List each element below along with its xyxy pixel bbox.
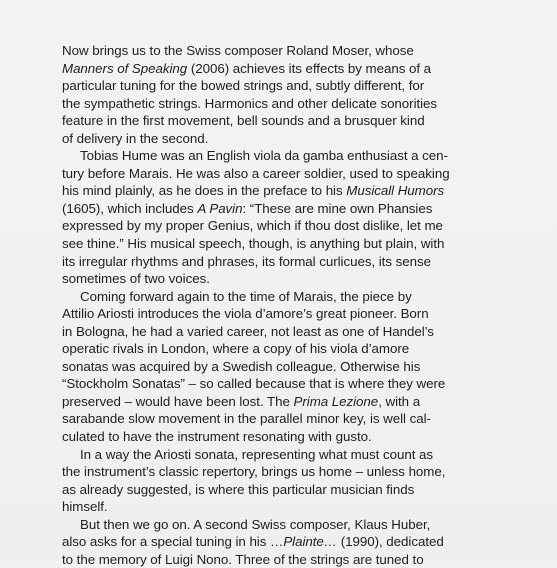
text-run: the sympathetic strings. Harmonics and other delicate sonorities: [62, 95, 438, 111]
text-run: But then we go on. A second Swiss composer, Klaus Huber,: [80, 516, 431, 532]
text-line: [62, 130, 507, 148]
text-line: [62, 182, 507, 200]
text-run: sometimes of two voices.: [62, 271, 210, 287]
text-line: [62, 288, 507, 306]
text-line: [62, 393, 507, 411]
text-line: [62, 463, 507, 481]
text-run: his mind plainly, as he does in the preface to his: [62, 183, 347, 199]
text-line: [62, 340, 507, 358]
text-line: [62, 165, 507, 183]
text-run: Now brings us to the Swiss composer Roland Moser, whose: [62, 43, 414, 58]
italic-title: Prima Lezione: [293, 393, 379, 409]
text-run: in Bologna, he had a varied career, not least as one of Handel’s: [62, 323, 434, 339]
text-line: [62, 60, 507, 78]
italic-title: Manners of Speaking: [62, 60, 188, 76]
text-run: the instrument’s classic repertory, brings us home – unless home,: [62, 464, 446, 480]
text-line: [62, 235, 507, 253]
text-line: [62, 446, 507, 464]
text-line: [62, 533, 507, 551]
text-line: [62, 358, 507, 376]
italic-title: A Pavin: [197, 200, 243, 216]
text-run: Tobias Hume was an English viola da gamba enthusiast a cen-: [80, 148, 448, 164]
text-line: [62, 42, 507, 60]
text-run: operatic rivals in London, where a copy of his viola d’amore: [62, 341, 410, 357]
text-line: [62, 95, 507, 113]
text-line: [62, 481, 507, 499]
text-line: [62, 305, 507, 323]
text-run: to the memory of Luigi Nono. Three of the strings are tuned to: [62, 551, 424, 567]
text-line: [62, 200, 507, 218]
text-run: (2006) achieves its effects by means of a: [187, 60, 432, 76]
text-run: expressed by my proper Genius, which if thou dost dislike, let me: [62, 218, 443, 234]
text-run: feature in the first movement, bell sounds and a brusquer kind: [62, 113, 425, 129]
text-line: [62, 516, 507, 534]
text-run: culated to have the instrument resonating with gusto.: [62, 429, 372, 445]
text-run: its irregular rhythms and phrases, its formal curlicues, its sense: [62, 253, 431, 269]
text-run: also asks for a special tuning in his …: [62, 534, 284, 550]
text-line: [62, 147, 507, 165]
text-line: [62, 253, 507, 271]
text-run: “Stockholm Sonatas” – so called because that is where they were: [62, 376, 446, 392]
paragraph: [62, 42, 507, 147]
text-run: particular tuning for the bowed strings and, subtly different, for: [62, 78, 425, 94]
text-line: [62, 428, 507, 446]
italic-title: Plainte…: [283, 534, 338, 550]
text-run: as already suggested, is where this particular musician finds: [62, 481, 415, 497]
italic-title: Musicall Humors: [346, 183, 445, 199]
paragraph: [62, 288, 507, 446]
text-run: In a way the Ariosti sonata, representing what must count as: [80, 446, 434, 462]
text-run: (1605), which includes: [62, 200, 198, 216]
text-line: [62, 112, 507, 130]
text-run: preserved – would have been lost. The: [62, 393, 294, 409]
text-run: : “These are mine own Phansies: [242, 200, 433, 216]
text-run: (1990), dedicated: [337, 534, 444, 550]
text-run: tury before Marais. He was also a career soldier, used to speaking: [62, 165, 450, 181]
text-run: see thine.” His musical speech, though, is anything but plain, with: [62, 236, 445, 252]
text-line: [62, 551, 507, 568]
essay-text-block: [62, 42, 507, 568]
text-line: [62, 498, 507, 516]
text-line: [62, 323, 507, 341]
text-line: [62, 375, 507, 393]
paragraph: [62, 147, 507, 287]
text-run: Coming forward again to the time of Marais, the piece by: [80, 288, 412, 304]
text-line: [62, 410, 507, 428]
text-run: himself.: [62, 499, 108, 515]
text-run: of delivery in the second.: [62, 130, 209, 146]
text-line: [62, 217, 507, 235]
text-run: sarabande slow movement in the parallel minor key, is well cal-: [62, 411, 431, 427]
paragraph: [62, 516, 507, 568]
text-run: Attilio Ariosti introduces the viola d’amore’s great pioneer. Born: [62, 306, 429, 322]
paragraph: [62, 446, 507, 516]
text-line: [62, 270, 507, 288]
text-run: , with a: [378, 393, 421, 409]
text-run: sonatas was acquired by a Swedish colleague. Otherwise his: [62, 358, 421, 374]
text-line: [62, 77, 507, 95]
